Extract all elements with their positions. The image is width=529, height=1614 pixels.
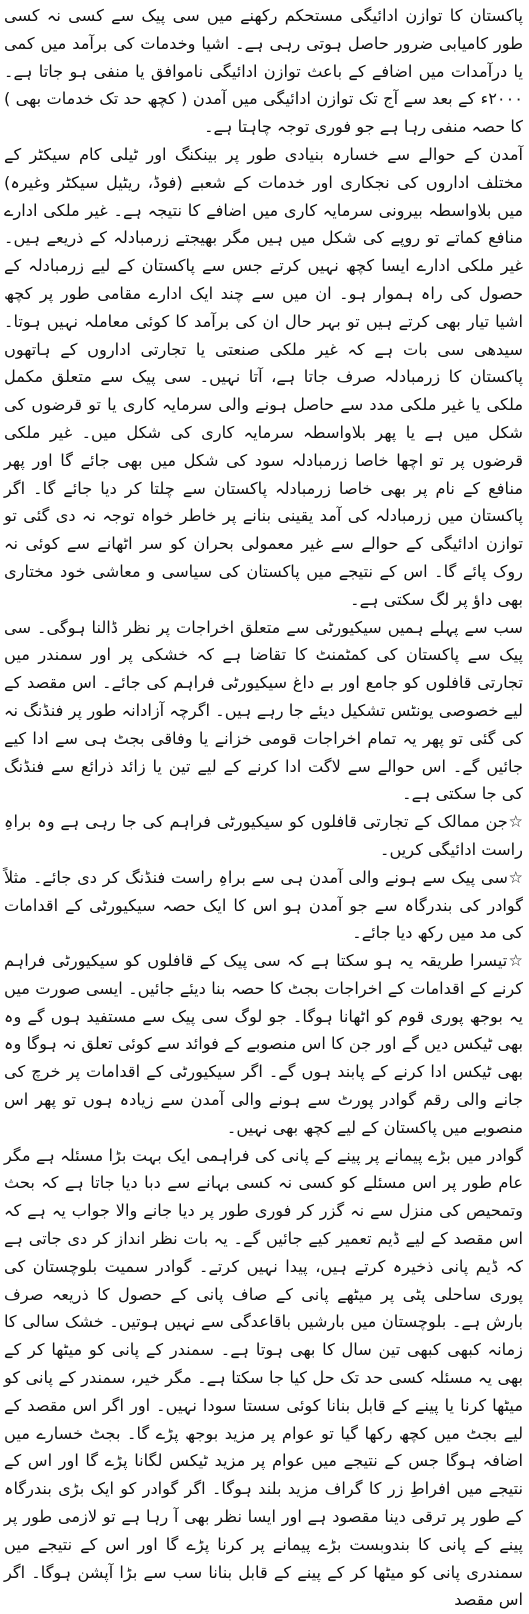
paragraph-income-deficit: آمدن کے حوالے سے خسارہ بنیادی طور پر بینکنگ اور ٹیلی کام سیکٹر کے مختلف اداروں کی نجکاری اور خدمات کے شعبے (فوڈ، ریٹیل سیکٹر وغیرہ) میں بلاواسطہ بیرونی سرمایہ کاری میں اضافے کا نتیجہ ہے۔ غیر ملکی ادارے منافع کماتے تو روپے کی شکل میں ہیں مگر بھیجتے زرمبادلہ کے ذریعے ہیں۔ غیر ملکی ادارے ایسا کچھ نہیں کرتے جس سے پاکستان کے لیے زرمبادلہ کے حصول کی راہ ہموار ہو۔ ان میں سے چند ایک ادارے مقامی طور پر کچھ اشیا تیار بھی کرتے ہیں تو بہر حال ان کی برآمد کا کوئی معاملہ نہیں ہوتا۔ سیدھی سی بات ہے کہ غیر ملکی صنعتی یا تجارتی اداروں کے ہاتھوں پاکستان کا زرمبادلہ صرف جاتا ہے، آتا نہیں۔ سی پیک سے متعلق مکمل ملکی یا غیر ملکی مدد سے حاصل ہونے والی سرمایہ کاری یا تو قرضوں کی شکل میں ہے یا پھر بلاواسطہ سرمایہ کاری کی شکل میں۔ غیر ملکی قرضوں پر تو اچھا خاصا زرمبادلہ سود کی شکل میں بھی جائے گا اور پھر منافع کے نام پر بھی خاصا زرمبادلہ پاکستان سے چلتا کر دیا جائے گا۔ اگر پاکستان میں زرمبادلہ کی آمد یقینی بنانے پر خاطر خواہ توجہ نہ دی گئی تو توازن ادائیگی کے حوالے سے غیر معمولی بحران کو سر اٹھانے سے کوئی نہ روک پائے گا۔ اس کے نتیجے میں پاکستان کی سیاسی و معاشی خود مختاری بھی داؤ پر لگ سکتی ہے۔ xyxy=(4,144,523,609)
paragraph-balance-of-payments: پاکستان کا توازن ادائیگی مستحکم رکھنے میں سی پیک سے کسی نہ کسی طور کامیابی ضرور حاصل ہوتی رہی ہے۔ اشیا وخدمات کی برآمد میں کمی یا درآمدات میں اضافے کے باعث توازن ادائیگی ناموافق یا منفی ہو جاتا ہے۔ ۲۰۰۰ء کے بعد سے آج تک توازن ادائیگی میں آمدن ( کچھ حد تک خدمات بھی ) کا حصہ منفی رہا ہے جو فوری توجہ چاہتا ہے۔ xyxy=(4,6,523,137)
paragraph-gwadar-water: گوادر میں بڑے پیمانے پر پینے کے پانی کی فراہمی ایک بہت بڑا مسئلہ ہے مگر عام طور پر اس مسئلے کو کسی نہ کسی بہانے سے دبا دیا جاتا ہے کہ بحث وتمحیص کی منزل سے نہ گزر کر فوری طور پر دیا جانے والا جواب یہ ہے کہ اس مقصد کے لیے ڈیم تعمیر کیے جائیں گے۔ یہ بات نظر انداز کر دی جاتی ہے کہ ڈیم پانی ذخیرہ کرتے ہیں، پیدا نہیں کرتے۔ گوادر سمیت بلوچستان کی پوری ساحلی پٹی پر میٹھے پانی کے صاف پانی کے حصول کا ذریعہ صرف بارش ہے۔ بلوچستان میں بارشیں باقاعدگی سے نہیں ہوتیں۔ خشک سالی کا زمانہ کبھی کبھی تین سال کا بھی ہوتا ہے۔ سمندر کے پانی کو میٹھا کر کے بھی یہ مسئلہ کسی حد تک حل کیا جا سکتا ہے۔ مگر خیر، سمندر کے پانی کو میٹھا کرنا یا پینے کے قابل بنانا کوئی سستا سودا نہیں۔ اور اگر اس مقصد کے لیے بجٹ میں کچھ رکھا گیا تو عوام پر مزید بوجھ پڑے گا۔ بجٹ خسارے میں اضافہ ہوگا جس کے نتیجے میں عوام پر مزید ٹیکس لگانا پڑے گا اور اس کے نتیجے میں افراطِ زر کا گراف مزید بلند ہوگا۔ اگر گوادر کو ایک بڑی بندرگاہ کے طور پر ترقی دینا مقصود ہے اور ایسا نظر بھی آ رہا ہے تو لازمی طور پر پینے کے پانی کا بندوبست بڑے پیمانے پر کرنا پڑے گا اور اس کے نتیجے میں سمندری پانی کو میٹھا کر کے پینے کے قابل بنانا سب سے بڑا آپشن ہوگا۔ اگر اس مقصد xyxy=(4,1145,523,1610)
list-item-cpec-income-funding: ☆سی پیک سے ہونے والی آمدن ہی سے براہِ راست فنڈنگ کر دی جائے۔ مثلاً گوادر کی بندرگاہ سے جو آمدن ہو اس کا ایک حصہ سیکیورٹی کے اقدامات کی مد میں رکھ دیا جائے۔ xyxy=(4,867,523,943)
list-item-budget-funding: ☆تیسرا طریقہ یہ ہو سکتا ہے کہ سی پیک کے قافلوں کو سیکیورٹی فراہم کرنے کے اقدامات کے اخراجات بجٹ کا حصہ بنا دیئے جائیں۔ ایسی صورت میں یہ بوجھ پوری قوم کو اٹھانا ہوگا۔ جو لوگ سی پیک سے مستفید ہوں گے وہ بھی ٹیکس دیں گے اور جن کا اس منصوبے کے فوائد سے کوئی تعلق نہ ہوگا وہ بھی ٹیکس ادا کرنے کے پابند ہوں گے۔ اگر سیکیورٹی کے اقدامات پر خرچ کی جانے والی رقم گوادر پورٹ سے ہونے والی آمدن سے زیادہ ہوں تو پھر اس منصوبے میں پاکستان کے لیے کچھ بھی نہیں۔ xyxy=(4,951,523,1137)
paragraph-security-costs: سب سے پہلے ہمیں سیکیورٹی سے متعلق اخراجات پر نظر ڈالنا ہوگی۔ سی پیک سے پاکستان کی کمٹمنٹ کا تقاضا ہے کہ خشکی پر اور سمندر میں تجارتی قافلوں کو جامع اور بے داغ سیکیورٹی فراہم کی جائے۔ اس مقصد کے لیے خصوصی یونٹس تشکیل دیئے جا رہے ہیں۔ اگرچہ آزادانہ طور پر فنڈنگ نہ کی گئی تو پھر یہ تمام اخراجات قومی خزانے یا وفاقی بجٹ ہی سے ادا کیے جائیں گے۔ اس حوالے سے لاگت ادا کرنے کے لیے تین یا زائد ذرائع سے فنڈنگ کی جا سکتی ہے۔ xyxy=(4,617,523,804)
list-item-direct-payment: ☆جن ممالک کے تجارتی قافلوں کو سیکیورٹی فراہم کی جا رہی ہے وہ براہِ راست ادائیگی کریں۔ xyxy=(4,812,523,859)
